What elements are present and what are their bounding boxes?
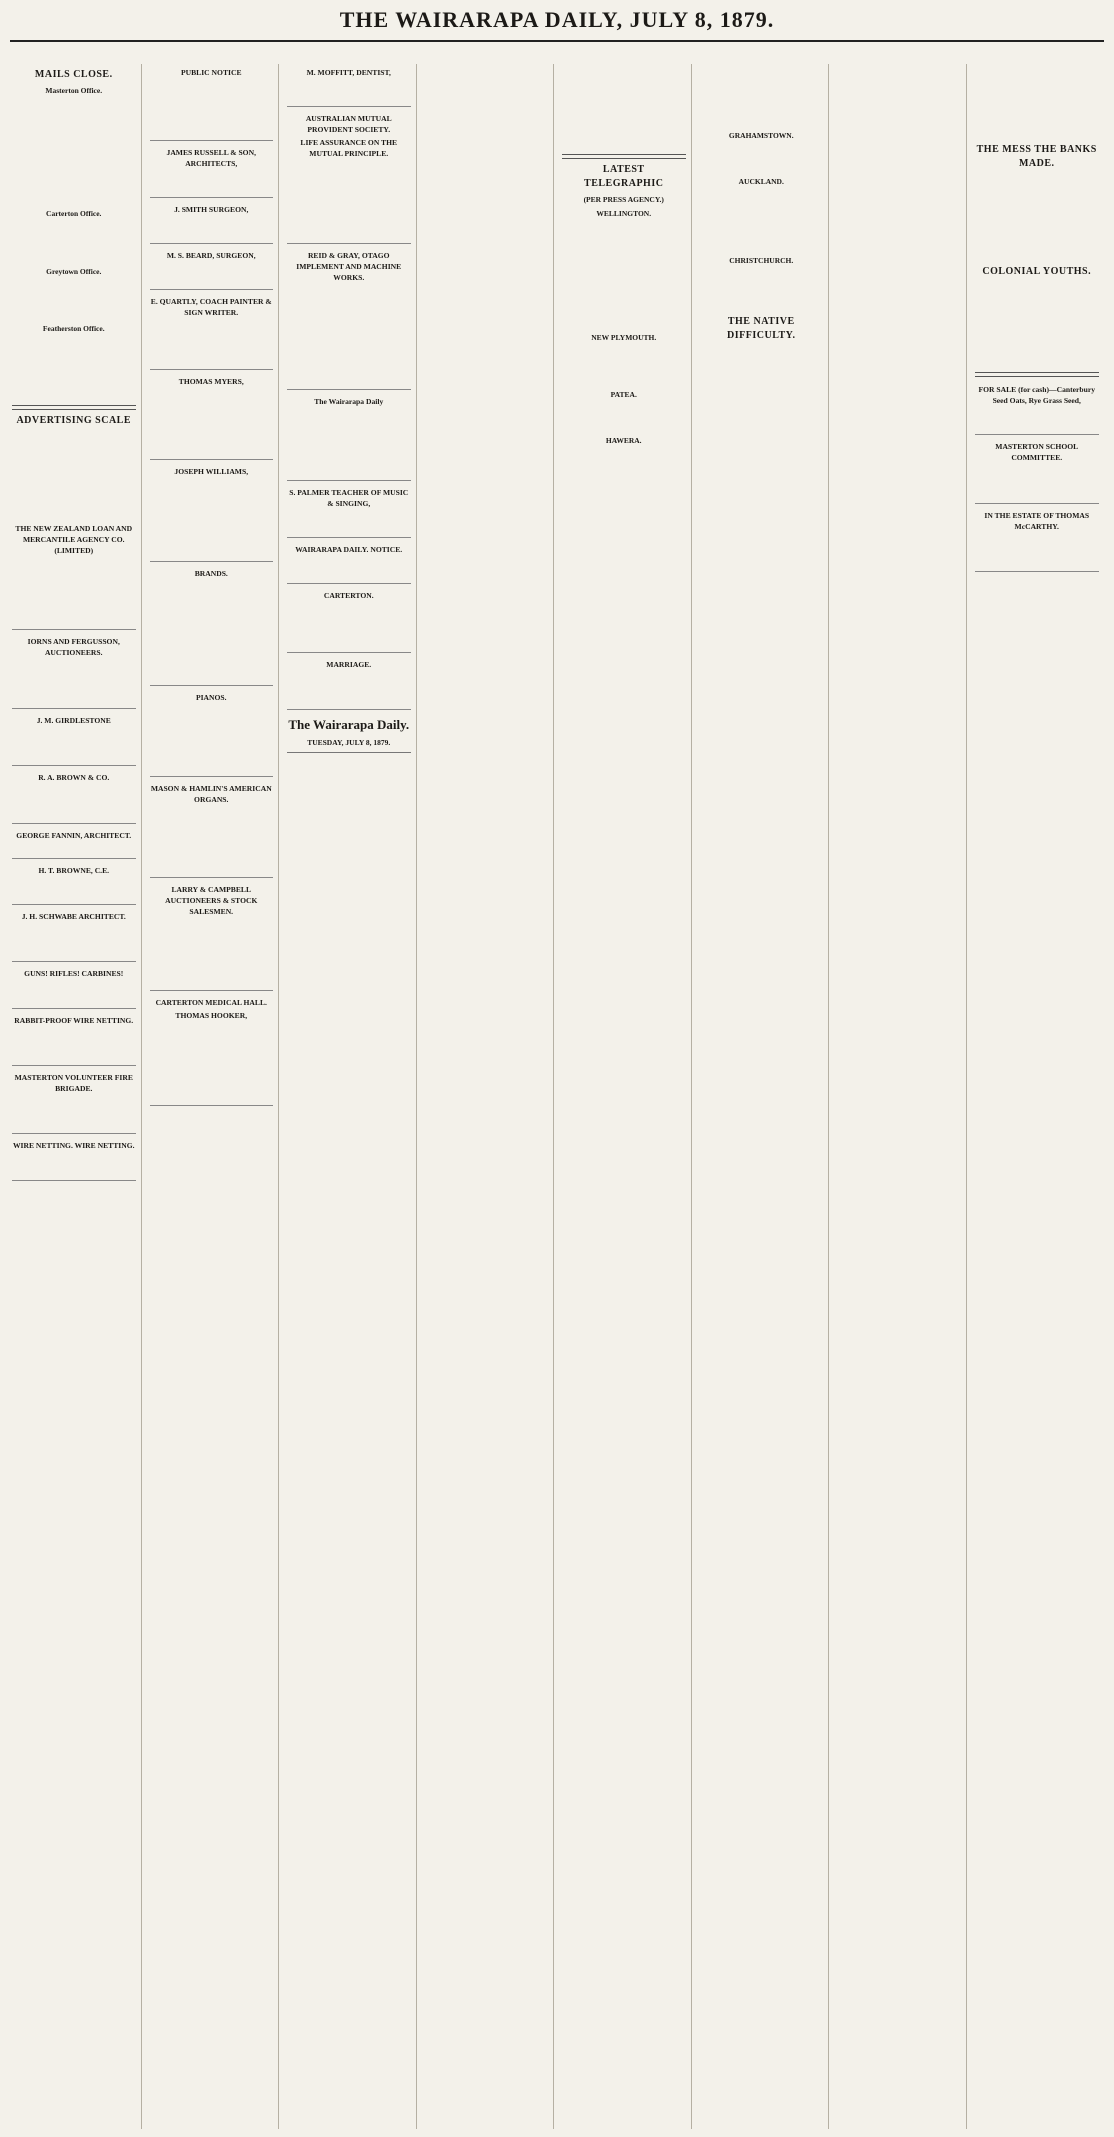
advertisement: M. S. BEARD, SURGEON, [150,247,274,290]
advertisement: M. MOFFITT, DENTIST, [287,64,411,107]
advertisement: PIANOS. [150,689,274,777]
place-new-plymouth: NEW PLYMOUTH. [591,332,657,342]
advertisement: IN THE ESTATE OF THOMAS McCARTHY. [975,507,1100,572]
advertisement: MASTERTON SCHOOL COMMITTEE. [975,438,1100,503]
advertisement: MASTERTON VOLUNTEER FIRE BRIGADE. [12,1069,136,1134]
advertisement: R. A. BROWN & CO. [12,769,136,823]
advertisement: H. T. BROWNE, C.E. [12,862,136,905]
advertisement: JAMES RUSSELL & SON, ARCHITECTS, [150,144,274,198]
column-3 [285,64,417,2129]
advertisement: GUNS! RIFLES! CARBINES! [12,965,136,1008]
column-1 [10,64,142,2129]
paper-title: The Wairarapa Daily. [288,716,410,732]
telegraphic-sub: (PER PRESS AGENCY.) [583,194,664,204]
advertisement: J. M. GIRDLESTONE [12,712,136,766]
colonial-youths-heading: COLONIAL YOUTHS. [982,265,1092,277]
mails-heading: MAILS CLOSE. [34,69,113,80]
advertisement: CARTERTON MEDICAL HALL. THOMAS HOOKER, [150,994,274,1106]
advertisement: WIRE NETTING. WIRE NETTING. [12,1137,136,1180]
advertisement: REID & GRAY, OTAGO IMPLEMENT AND MACHINE WORKS. [287,247,411,390]
native-difficulty-heading: THE NATIVE DIFFICULTY. [727,315,796,342]
banks-heading: THE MESS THE BANKS MADE. [976,143,1097,170]
place-wellington: WELLINGTON. [596,208,652,218]
paper-date: TUESDAY, JULY 8, 1879. [307,737,391,747]
advertisement: IORNS AND FERGUSSON, AUCTIONEERS. [12,633,136,709]
place-auckland: AUCKLAND. [738,176,784,186]
advertisement: J. SMITH SURGEON, [150,201,274,244]
advertising-scale-heading: ADVERTISING SCALE [16,414,132,426]
masthead [10,0,1104,42]
advertisement: WAIRARAPA DAILY. NOTICE. [287,541,411,584]
advertisement: E. QUARTLY, COACH PAINTER & SIGN WRITER. [150,293,274,369]
newspaper-title: THE WAIRARAPA DAILY, JULY 8, 1879. [339,7,775,32]
mails-sub-masterton: Masterton Office. [45,85,103,95]
advertisement: J. H. SCHWABE ARCHITECT. [12,908,136,962]
column-8 [973,64,1105,2129]
place-christchurch: CHRISTCHURCH. [729,256,794,266]
mails-block [12,98,136,206]
advertisement: GEORGE FANNIN, ARCHITECT. [12,827,136,859]
advertisement: PUBLIC NOTICE [150,64,274,141]
advertisement: BRANDS. [150,565,274,686]
advertisement: FOR SALE (for cash)—Canterbury Seed Oats, Rye Grass Seed, [975,381,1100,435]
advertisement: S. PALMER TEACHER OF MUSIC & SINGING, [287,484,411,538]
place-patea: PATEA. [610,390,637,400]
column-6 [698,64,830,2129]
advertisement: THOMAS MYERS, [150,373,274,461]
advertisement: LARRY & CAMPBELL AUCTIONEERS & STOCK SALESMEN. [150,881,274,991]
column-4 [423,64,555,2129]
column-5 [560,64,692,2129]
advertisement: THE NEW ZEALAND LOAN AND MERCANTILE AGENCY CO. (LIMITED) [12,520,136,630]
advertisement: The Wairarapa Daily [287,393,411,481]
advertisement: JOSEPH WILLIAMS, [150,463,274,562]
advertisement: MASON & HAMLIN'S AMERICAN ORGANS. [150,780,274,879]
mails-sub-carterton: Carterton Office. [46,209,102,219]
advertisement: RABBIT-PROOF WIRE NETTING. [12,1012,136,1066]
column-7 [835,64,967,2129]
advertisement: AUSTRALIAN MUTUAL PROVIDENT SOCIETY. LIFE ASSURANCE ON THE MUTUAL PRINCIPLE. [287,110,411,244]
place-grahamstown: GRAHAMSTOWN. [728,130,794,140]
telegraphic-heading: LATEST TELEGRAPHIC [584,163,664,190]
column-2 [148,64,280,2129]
page-columns [10,64,1104,2129]
advertisement: MARRIAGE. [287,656,411,710]
mails-sub-greytown: Greytown Office. [46,266,102,276]
advertisement: CARTERTON. [287,587,411,652]
mails-sub-featherston: Featherston Office. [42,324,105,334]
place-hawera: HAWERA. [605,436,642,446]
